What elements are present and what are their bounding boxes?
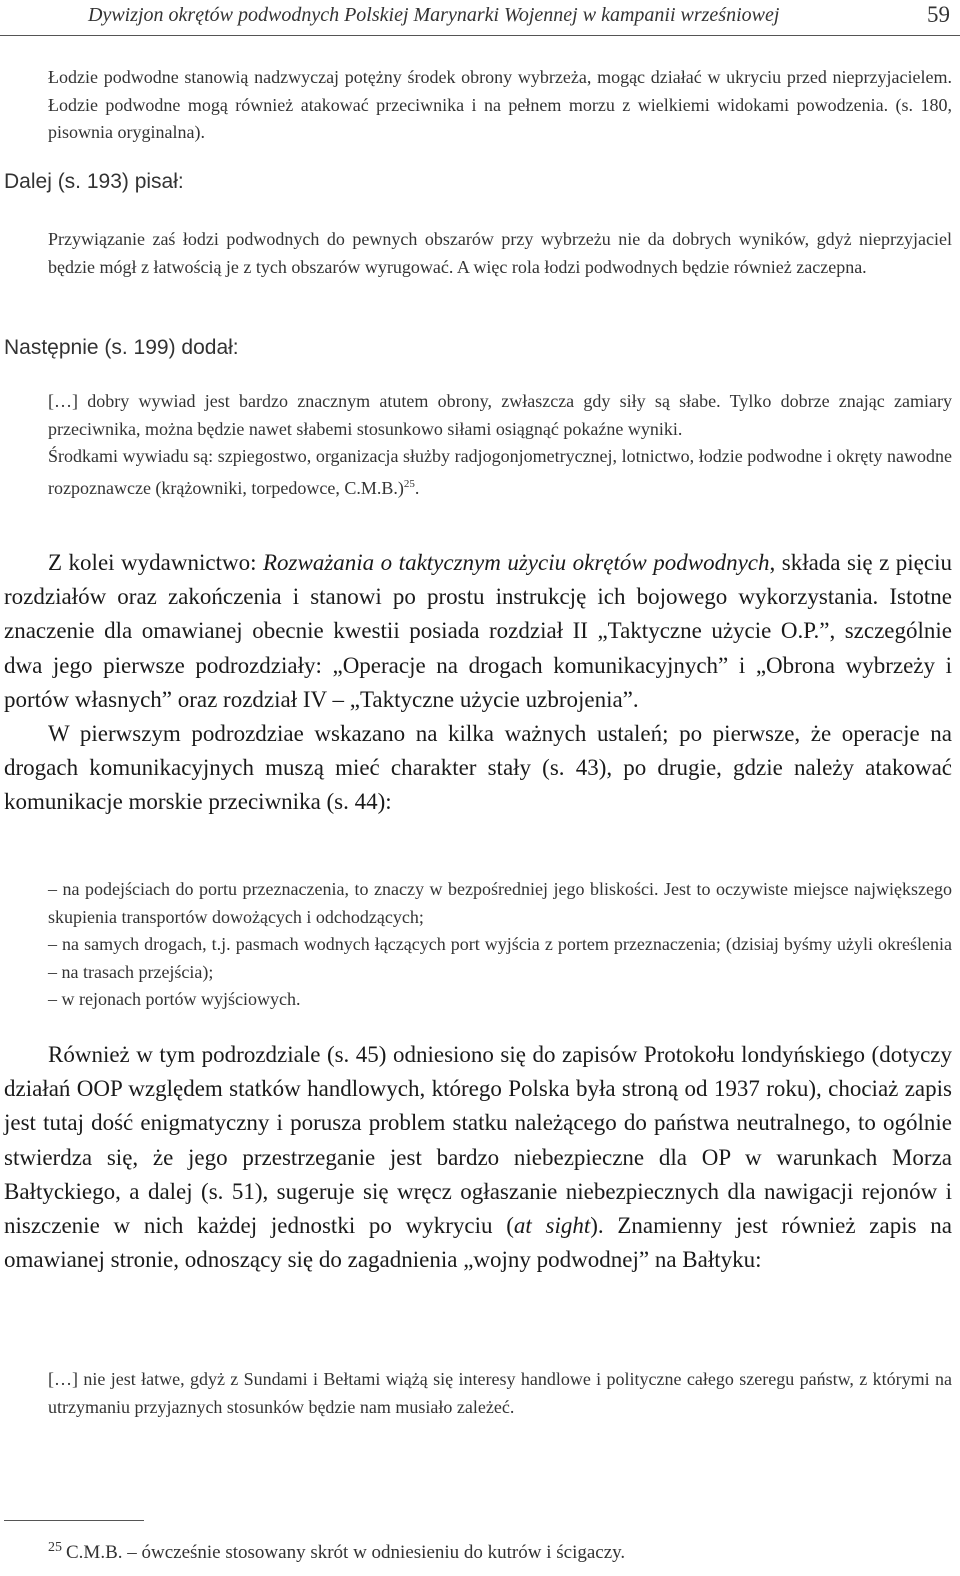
dash-list [48, 876, 952, 1014]
quote-text: Środkami wywiadu są: szpiegostwo, organizacja służby radjogonjometrycznej, lotnictwo, łodzie podwodne i okręty nawodne rozpoznawcze (krążowniki, torpedowce, C.M.B.) [48, 446, 952, 498]
list-item: – w rejonach portów wyjściowych. [48, 989, 301, 1009]
body-section-2 [4, 1038, 952, 1277]
footnote-reference[interactable]: 25 [403, 477, 415, 490]
lead-in-2: Następnie (s. 199) dodał: [4, 336, 239, 359]
header-rule [0, 35, 960, 36]
quote-text: Łodzie podwodne stanowią nadzwyczaj potężny środek obrony wybrzeża, mogąc działać w ukryciu przed nieprzyjacielem. Łodzie podwodne mogą również atakować przeciwnika i na pełnem morzu z wielkiemi widokami powodzenia. (s. 180, pisownia oryginalna). [48, 67, 952, 142]
body-text: Również w tym podrozdziale (s. 45) odniesiono się do zapisów Protokołu londyńskiego (dotyczy działań OOP względem statków handlowych, którego Polska była stroną od 1937 roku), chociaż zapis jest tutaj dość enigmatyczny i porusza problem statku należącego do państwa neutralnego, to ogólnie stwierdza się, że jego przestrzeganie jest bardzo niebezpieczne dla OP w warunkach Morza Bałtyckiego, a dalej (s. 51), sugeruje się wręcz ogłaszanie niebezpiecznych dla nawigacji rejonów i niszczenie w nich każdej jednostki po wykryciu ( [4, 1042, 952, 1239]
quote-paragraph [48, 443, 952, 502]
running-title: Dywizjon okrętów podwodnych Polskiej Marynarki Wojennej w kampanii wrześniowej [88, 4, 780, 26]
running-header [0, 0, 960, 40]
block-quote-2 [48, 226, 952, 281]
list-item: – na samych drogach, t.j. pasmach wodnych łączących port wyjścia z portem przeznaczenia; (dzisiaj byśmy użyli określenia – na trasach przejścia); [48, 934, 952, 982]
quote-paragraph: […] dobry wywiad jest bardzo znacznym atutem obrony, zwłaszcza gdy siły są słabe. Tylko dobrze znając zamiary przeciwnika, można będzie nawet słabemi stosunkowo siłami osiągnąć pokaźne wyniki. [48, 391, 952, 439]
block-quote-4 [48, 1366, 952, 1421]
body-text: ). Znamienny jest również zapis na omawianej stronie, odnoszący się do zagadnienia „wojny podwodnej” na Bałtyku: [4, 1213, 952, 1273]
lead-in-1: Dalej (s. 193) pisał: [4, 170, 184, 193]
footnote-mark: 25 [48, 1540, 62, 1555]
body-paragraph [4, 546, 952, 717]
block-quote-3 [48, 388, 952, 502]
body-section-1 [4, 546, 952, 820]
quote-text: […] nie jest łatwe, gdyż z Sundami i Bełtami wiążą się interesy handlowe i polityczne całego szeregu państw, z którymi na utrzymaniu przyjaznych stosunków będzie nam musiało zależeć. [48, 1369, 952, 1417]
quote-text-end: . [414, 477, 420, 498]
list-item: – na podejściach do portu przeznaczenia, to znaczy w bezpośredniej jego bliskości. Jest to oczywiste miejsce największego skupienia transportów dowożących i odchodzących; [48, 879, 952, 927]
body-text: , składa się z pięciu rozdziałów oraz zakończenia i stanowi po prostu instrukcję ich bojowego wykorzystania. Istotne znaczenie dla omawianej obecnie kwestii posiada rozdział II „Taktyczne użycie O.P.”, szczególnie dwa jego pierwsze podrozdziały: „Operacje na drogach komunikacyjnych” i „Obrona wybrzeży i portów własnych” oraz rozdział IV – „Taktyczne użycie uzbrojenia”. [4, 550, 952, 712]
quote-text: Przywiązanie zaś łodzi podwodnych do pewnych obszarów przy wybrzeżu nie da dobrych wyników, gdyż nieprzyjaciel będzie mógł z łatwością je z tych obszarów wyrugować. A więc rola łodzi podwodnych będzie również zaczepna. [48, 229, 952, 277]
italic-phrase: at sight [513, 1213, 591, 1239]
footnote-rule [4, 1520, 144, 1521]
body-paragraph: W pierwszym podrozdziae wskazano na kilka ważnych ustaleń; po pierwsze, że operacje na drogach komunikacyjnych muszą mieć charakter stały (s. 43), po drugie, gdzie należy atakować komunikacje morskie przeciwnika (s. 44): [4, 721, 952, 815]
publication-title: Rozważania o taktycznym użyciu okrętów podwodnych [262, 550, 770, 575]
body-text: Z kolei wydawnictwo: [48, 550, 263, 575]
block-quote-1 [48, 64, 952, 147]
body-paragraph [4, 1038, 952, 1277]
footnote-text: C.M.B. – ówcześnie stosowany skrót w odniesieniu do kutrów i ścigaczy. [66, 1542, 626, 1563]
footnote [48, 1542, 625, 1564]
page-number: 59 [927, 2, 950, 27]
